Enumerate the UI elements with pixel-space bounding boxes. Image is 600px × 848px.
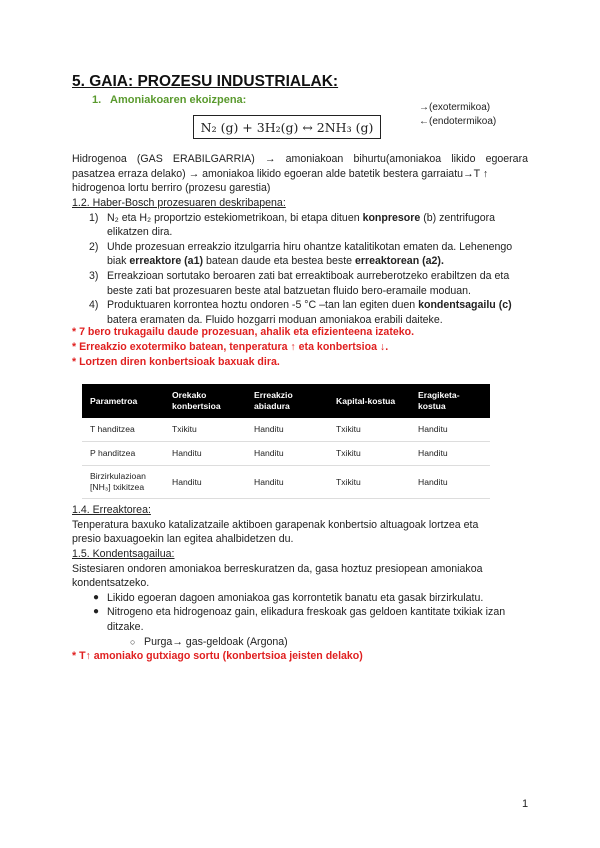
final-note: * T↑ amoniako gutxiago sortu (konbertsioa jeisten delako) [72, 650, 363, 662]
section-subtitle [92, 94, 246, 106]
table-row [82, 442, 490, 466]
circle-bullet-icon: ○ [130, 636, 136, 647]
equation-box: N₂ (g) + 3H₂(g) ↔ 2NH₃ (g) [193, 115, 381, 139]
intro-line-2: pasatzea erraza delako) → amoniakoa likido egoeran alde batetik bestera garraiatu→T ↑ [72, 167, 489, 180]
section-1-4 [72, 503, 528, 547]
table-row [82, 418, 490, 442]
step-number: 2) [89, 240, 99, 253]
table-cell: Birzirkulazioan [NH₃] txikitzea [82, 466, 164, 499]
table-cell: Handitu [410, 466, 490, 499]
step-bold: erreaktore (a1) [129, 255, 203, 268]
bullet-dot-icon: ● [93, 591, 100, 603]
step-bold-2: erreaktorean (a2). [354, 255, 444, 268]
table-cell: Handitu [246, 466, 328, 499]
bullet-item [72, 605, 528, 634]
table-cell: Handitu [164, 466, 246, 499]
section-1-5 [72, 547, 528, 649]
step-text: Erreakzioan sortutako beroaren zati bat erreaktiboak aurreberotzeko erabiltzen da eta beste zati bat prozesuaren beste atal batzuetan fluido bero-eramaile moduan. [107, 269, 510, 297]
intro-paragraph [72, 152, 528, 196]
table-cell: Handitu [410, 442, 490, 466]
bullet-text: Nitrogeno eta hidrogenoaz gain, elikadura freskoak gas geldoen kantitate txikiak izan ditzake. [107, 606, 506, 633]
table-cell: Handitu [410, 418, 490, 442]
step-text: N₂ eta H₂ proportzio estekiometrikoan, bi etapa dituen [107, 211, 363, 224]
step-text: Produktuaren korrontea hoztu ondoren -5 °C –tan lan egiten duen [107, 299, 419, 312]
section-1-5-line-1: Sistesiaren ondoren amoniakoa berreskuratzen da, gasa hoztuz presiopean amoniakoa [72, 562, 483, 575]
table-cell: Handitu [164, 442, 246, 466]
legend-endothermic: ←(endotermikoa) [419, 116, 497, 127]
section-1-4-line-1: Tenperatura baxuko katalizatzaile aktiboen garapenak konbertsio altuagoak lortzea eta [72, 518, 479, 531]
step-bold: konpresore [362, 211, 421, 224]
steps-list [72, 211, 528, 328]
note-1: * 7 bero trukagailu daude prozesuan, ahalik eta efizienteena izateko. [72, 326, 415, 338]
bullet-item [72, 591, 528, 606]
table-header-row [82, 384, 490, 418]
section-1-2-heading: 1.2. Haber-Bosch prozesuaren deskribapena: [72, 197, 286, 209]
page-title: 5. GAIA: PROZESU INDUSTRIALAK: [72, 73, 339, 90]
subtitle-text: Amoniakoaren ekoizpena: [110, 94, 247, 106]
section-1-4-line-2: presio baxuagoekin lan egitea ahalbidetzen du. [72, 533, 294, 546]
step-1 [72, 211, 528, 240]
step-3 [72, 269, 528, 298]
table-cell: Txikitu [328, 442, 410, 466]
section-1-5-line-2: kondentsatzeko. [72, 577, 150, 590]
sub-bullet-item [72, 635, 528, 650]
table-cell: Handitu [246, 418, 328, 442]
step-text-end: (b) zentrifugora elikatzen dira. [107, 211, 496, 239]
table-cell: Txikitu [328, 466, 410, 499]
table-header: Kapital-kostua [328, 384, 410, 418]
legend-exothermic: →(exotermikoa) [419, 102, 491, 113]
intro-line-3: hidrogenoa lortu berriro (prozesu garestia) [72, 182, 271, 195]
note-3: * Lortzen diren konbertsioak baxuak dira. [72, 356, 280, 368]
table-row [82, 466, 490, 499]
step-number: 3) [89, 269, 99, 282]
parameters-table [82, 384, 490, 499]
note-2: * Erreakzio exotermiko batean, tenperatura ↑ eta konbertsioa ↓. [72, 341, 389, 353]
section-1-5-heading: 1.5. Kondentsagailua: [72, 548, 175, 560]
table-cell: T handitzea [82, 418, 164, 442]
step-number: 4) [89, 299, 99, 312]
intro-line-1: Hidrogenoa (GAS ERABILGARRIA) → amoniakoan bihurtu(amoniakoa likido egoerara [72, 153, 528, 165]
table-header: Erreakzio abiadura [246, 384, 328, 418]
step-number: 1) [89, 211, 99, 224]
table-cell: Handitu [246, 442, 328, 466]
bullet-text: Likido egoeran dagoen amoniakoa gas korrontetik banatu eta gasak birzirkulatu. [107, 591, 484, 604]
sub-bullet-text: Purga→ gas-geldoak (Argona) [144, 635, 288, 648]
step-text-mid: batean daude eta bestea beste [203, 255, 355, 268]
step-bold: kondentsagailu (c) [418, 299, 512, 312]
subtitle-number: 1. [92, 94, 102, 106]
table-cell: Txikitu [328, 418, 410, 442]
table-header: Parametroa [82, 384, 164, 418]
section-1-2 [72, 196, 528, 327]
table-cell: Txikitu [164, 418, 246, 442]
table-header: Eragiketa-kostua [410, 384, 490, 418]
page-number: 1 [522, 798, 529, 810]
table-header: Orekako konbertsioa [164, 384, 246, 418]
bullet-dot-icon: ● [93, 606, 100, 618]
step-2 [72, 240, 528, 269]
section-1-4-heading: 1.4. Erreaktorea: [72, 504, 151, 516]
step-text: Uhde prozesuan erreakzio itzulgarria hiru ohantze katalitikotan ematen da. Lehenengo biak [107, 240, 513, 268]
step-text-end: batera eramaten da. Fluido hozgarri moduan amoniakoa erabili daiteke. [107, 313, 443, 326]
step-4 [72, 298, 528, 327]
table-cell: P handitzea [82, 442, 164, 466]
